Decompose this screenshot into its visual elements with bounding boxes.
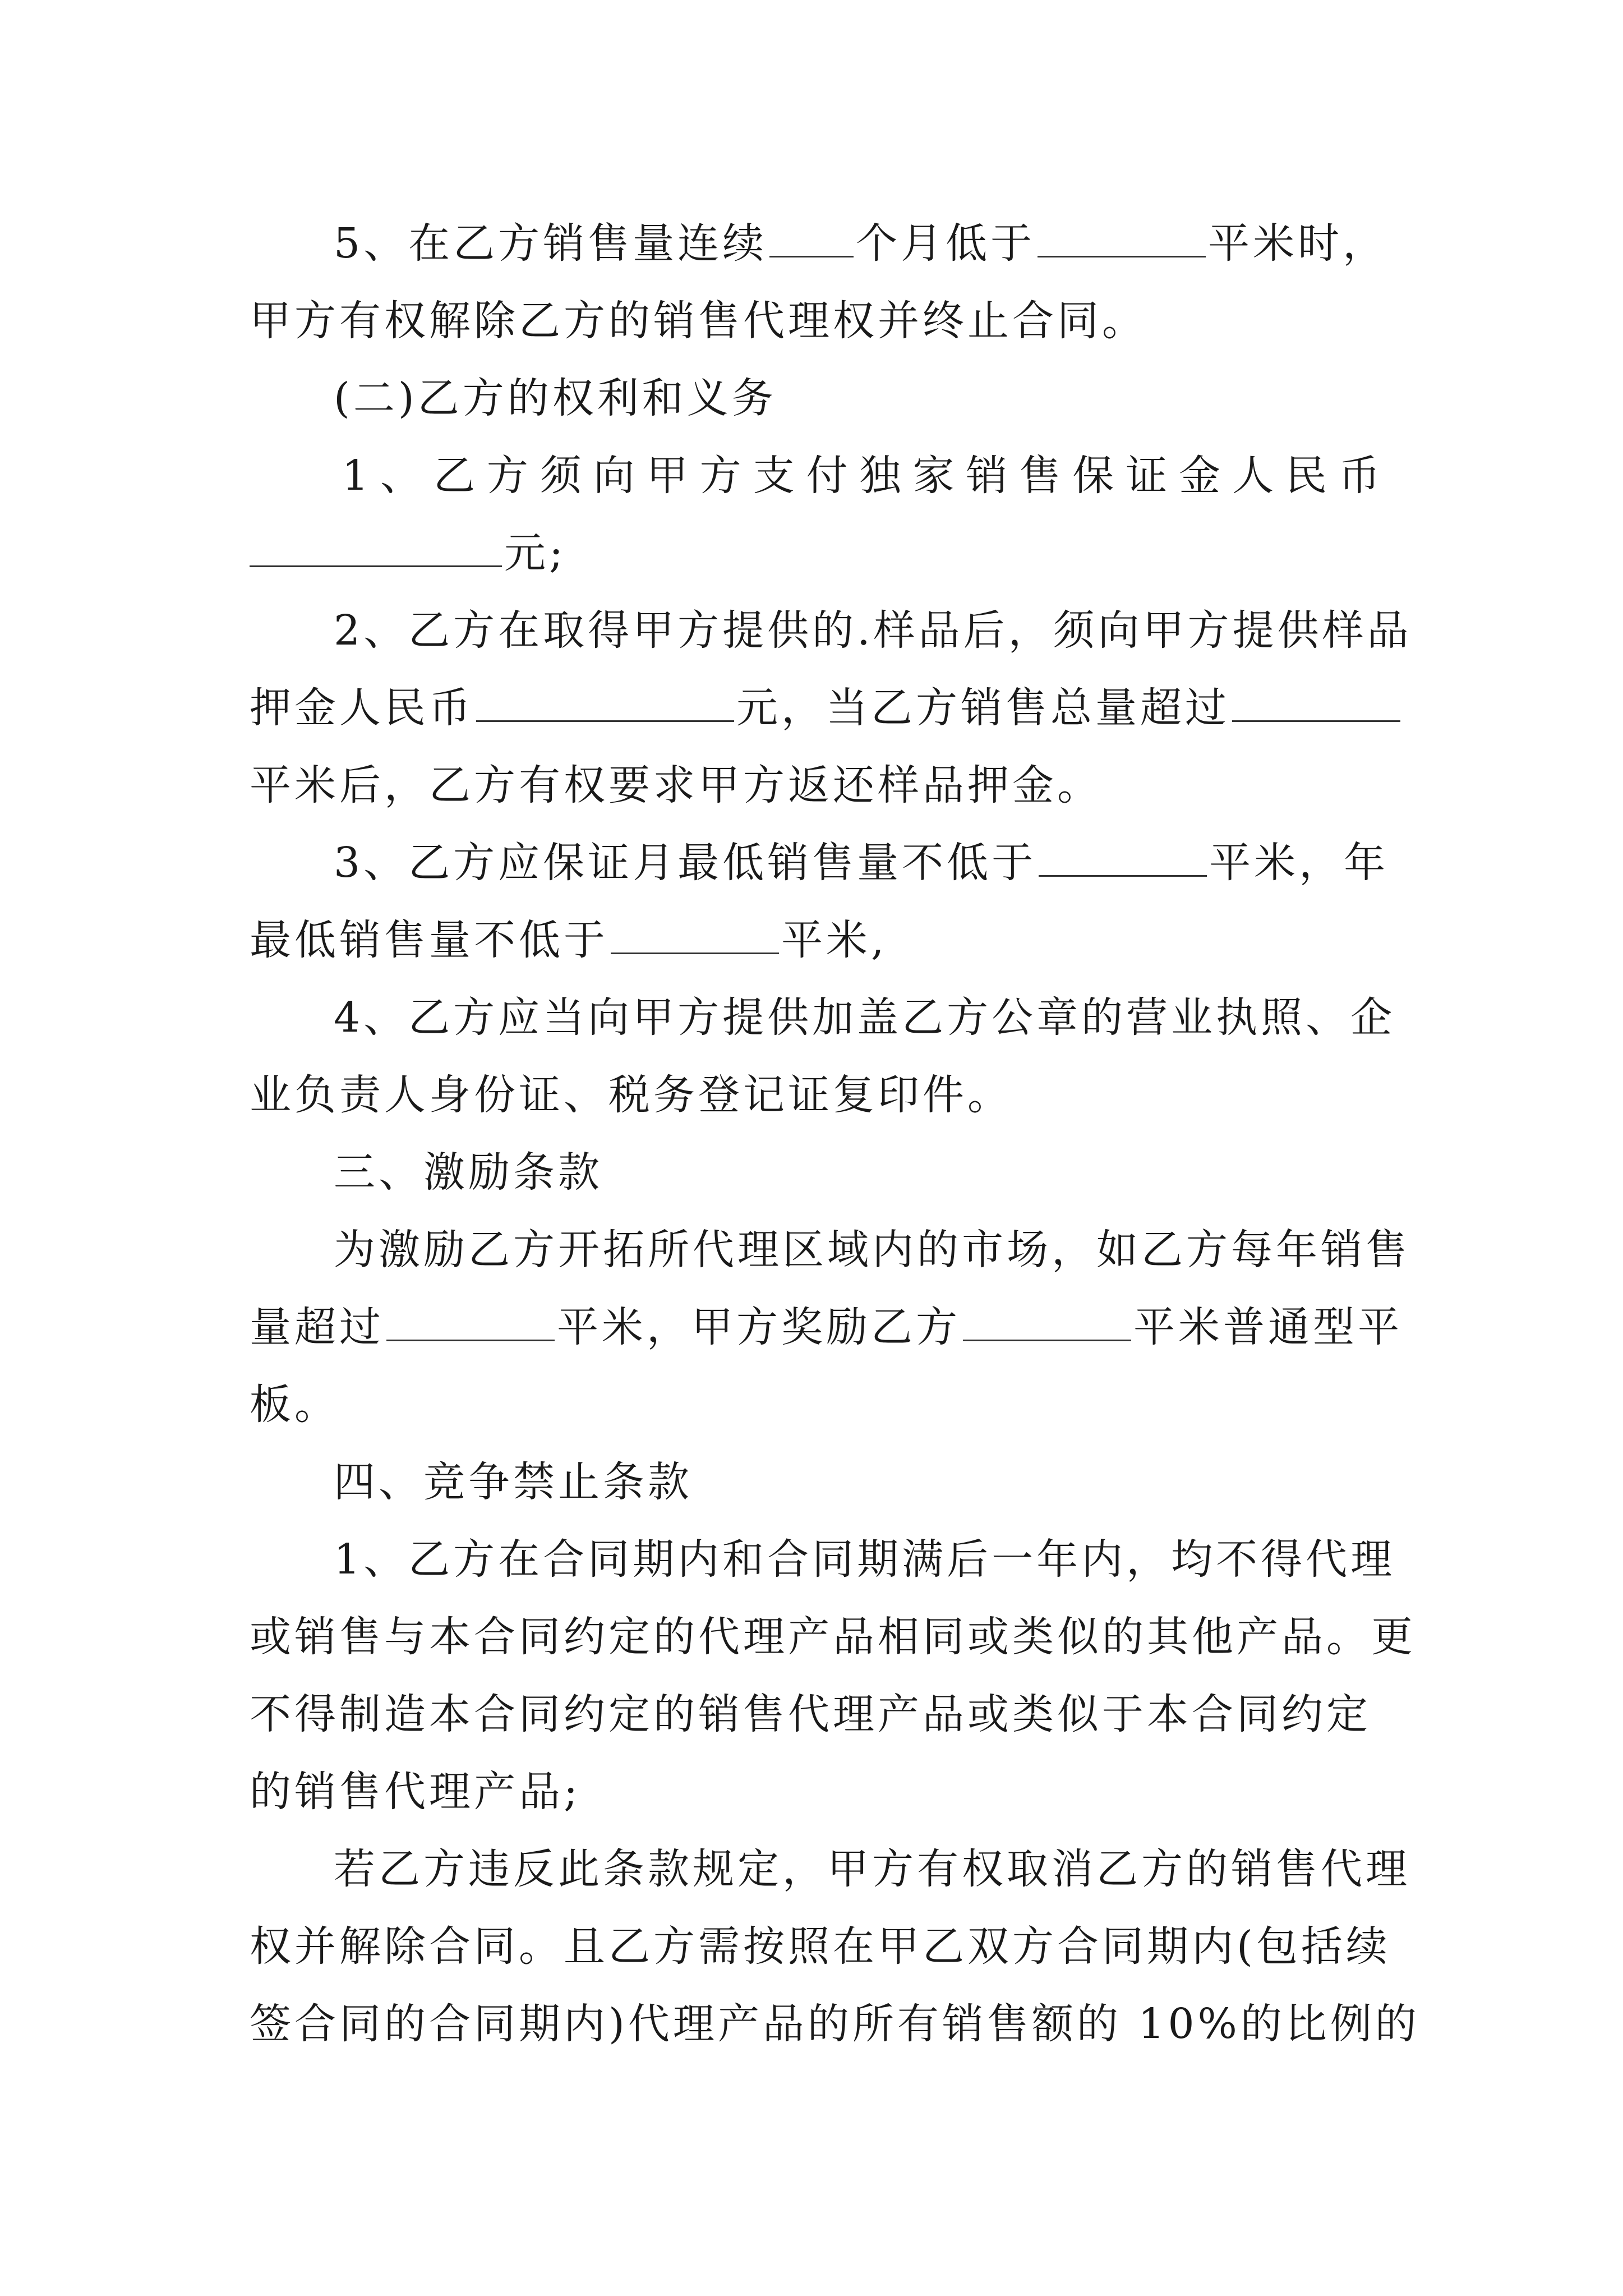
fill-blank xyxy=(611,913,779,954)
paragraph-line xyxy=(334,835,1388,891)
paragraph-line: 若乙方违反此条款规定，甲方有权取消乙方的销售代理 xyxy=(334,1845,1410,1893)
paragraph-line xyxy=(250,680,1388,736)
section-heading: 三、激励条款 xyxy=(334,1148,603,1197)
text-span: 平米普通型平 xyxy=(1133,1303,1403,1351)
fill-blank xyxy=(1039,836,1207,877)
paragraph-line: 业负责人身份证、税务登记证复印件。 xyxy=(250,1071,1012,1119)
text-span: 3、乙方应保证月最低销售量不低于 xyxy=(334,839,1037,887)
paragraph-line xyxy=(250,525,1388,581)
paragraph-line: 1、乙方在合同期内和合同期满后一年内，均不得代理 xyxy=(334,1535,1396,1584)
paragraph-line: 的销售代理产品; xyxy=(250,1768,581,1816)
paragraph-line: 甲方有权解除乙方的销售代理权并终止合同。 xyxy=(250,297,1147,345)
fill-blank xyxy=(476,681,734,722)
paragraph-line: 为激励乙方开拓所代理区域内的市场，如乙方每年销售 xyxy=(334,1226,1410,1274)
text-span: 平米时， xyxy=(1208,219,1388,268)
fill-blank xyxy=(769,217,854,257)
section-heading: 四、竞争禁止条款 xyxy=(334,1458,693,1506)
paragraph-line: 1、乙方须向甲方支付独家销售保证金人民币 xyxy=(342,452,1388,500)
section-heading: (二)乙方的权利和义务 xyxy=(334,374,777,422)
text-span: 押金人民币 xyxy=(250,684,474,732)
paragraph-line: 权并解除合同。且乙方需按照在甲乙双方合同期内(包括续 xyxy=(250,1922,1391,1971)
text-span: 元，当乙方销售总量超过 xyxy=(736,684,1230,732)
fill-blank xyxy=(1232,681,1400,722)
text-span: 最低销售量不低于 xyxy=(250,916,608,964)
paragraph-line: 2、乙方在取得甲方提供的.样品后，须向甲方提供样品 xyxy=(334,606,1412,655)
paragraph-line xyxy=(250,912,1388,968)
paragraph-line: 4、乙方应当向甲方提供加盖乙方公章的营业执照、企 xyxy=(334,993,1396,1042)
paragraph-line xyxy=(250,1299,1403,1355)
text-span: 平米, xyxy=(781,916,888,964)
text-span: 5、在乙方销售量连续 xyxy=(334,219,768,268)
paragraph-line: 平米后，乙方有权要求甲方返还样品押金。 xyxy=(250,761,1102,809)
text-span: 元; xyxy=(504,529,566,577)
fill-blank xyxy=(963,1300,1131,1341)
fill-blank xyxy=(386,1300,555,1341)
text-span: 量超过 xyxy=(250,1303,384,1351)
paragraph-line: 签合同的合同期内)代理产品的所有销售额的 10%的比例的 xyxy=(250,2000,1420,2048)
text-span: 平米，年 xyxy=(1209,839,1389,887)
paragraph-line: 板。 xyxy=(250,1381,339,1429)
paragraph-line: 不得制造本合同约定的销售代理产品或类似于本合同约定 xyxy=(250,1690,1371,1738)
fill-blank xyxy=(250,526,502,567)
text-span: 平米，甲方奖励乙方 xyxy=(557,1303,961,1351)
paragraph-line xyxy=(334,215,1388,272)
fill-blank xyxy=(1038,217,1206,257)
paragraph-line: 或销售与本合同约定的代理产品相同或类似的其他产品。更 xyxy=(250,1613,1416,1661)
text-span: 个月低于 xyxy=(856,219,1036,268)
